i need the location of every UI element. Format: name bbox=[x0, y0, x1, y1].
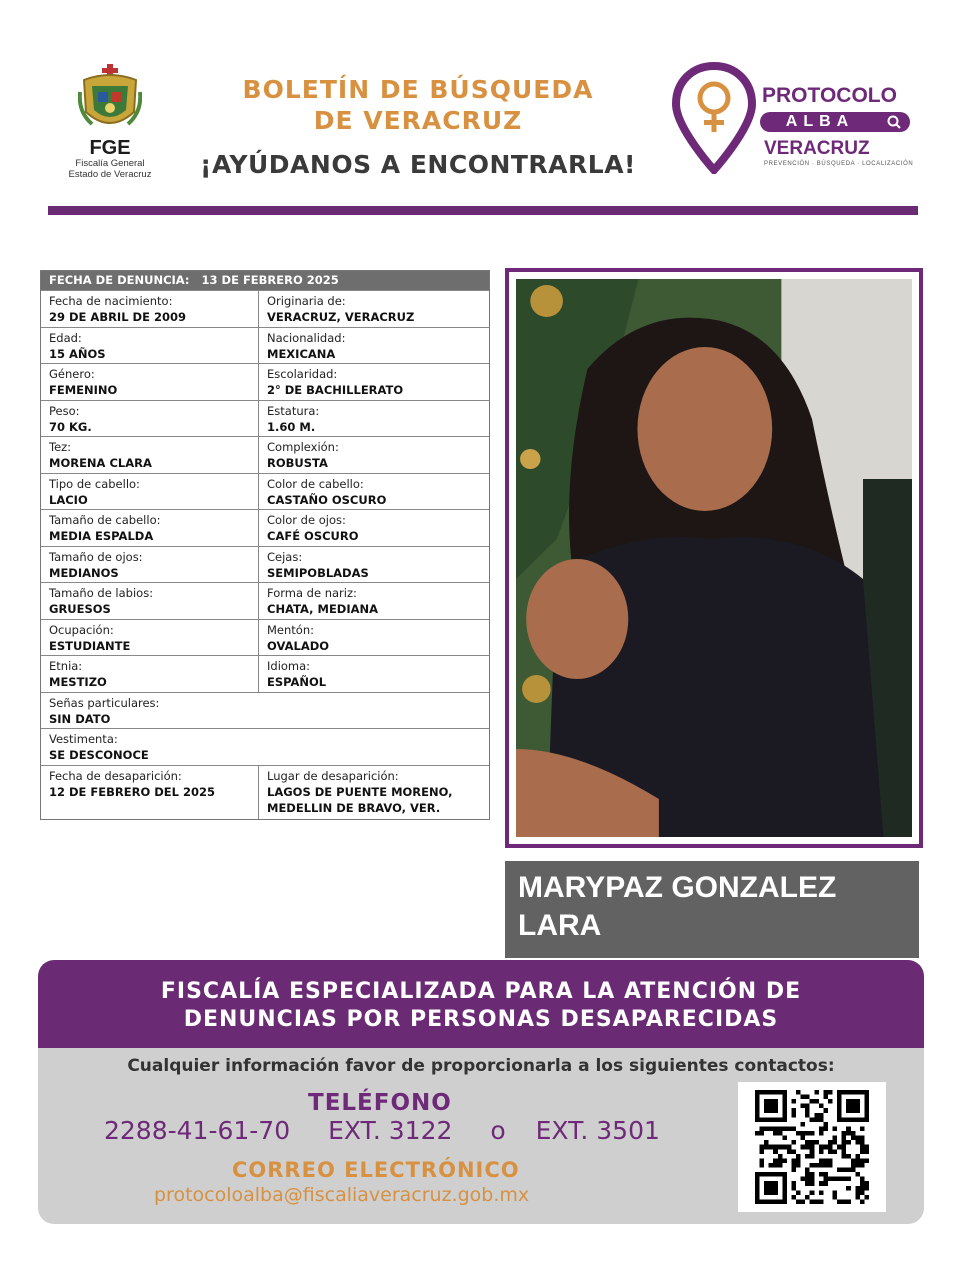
field-value: 2° DE BACHILLERATO bbox=[267, 383, 404, 397]
field-label: Mentón: bbox=[267, 622, 314, 637]
field-label: Ocupación: bbox=[49, 622, 114, 637]
field-label: Tamaño de ojos: bbox=[49, 549, 143, 564]
field-value: SEMIPOBLADAS bbox=[267, 565, 369, 580]
qr-code-icon bbox=[752, 1090, 872, 1204]
field-value: ESPAÑOL bbox=[267, 675, 327, 689]
field-value: 1.60 M. bbox=[267, 419, 316, 434]
phone-line bbox=[104, 1116, 690, 1145]
field-value: OVALADO bbox=[267, 638, 330, 653]
field-value: MEDIANOS bbox=[49, 565, 119, 580]
table-row bbox=[41, 436, 489, 473]
field-label: Escolaridad: bbox=[267, 367, 338, 381]
field-label: Complexión: bbox=[267, 440, 339, 454]
fge-full-name-line1: Fiscalía General bbox=[75, 158, 145, 169]
phone-label: TELÉFONO bbox=[308, 1090, 452, 1116]
protocolo-alba-logo bbox=[672, 62, 922, 177]
email-label: CORREO ELECTRÓNICO bbox=[232, 1158, 520, 1182]
missing-person-name-line2: LARA bbox=[518, 909, 602, 942]
vestimenta-label: Vestimenta: bbox=[49, 732, 118, 746]
report-date-header bbox=[41, 271, 489, 290]
bulletin-title-line2: DE VERACRUZ bbox=[313, 106, 523, 135]
table-row bbox=[41, 655, 489, 692]
fiscalia-band bbox=[38, 960, 924, 1048]
field-label: Forma de nariz: bbox=[267, 586, 357, 600]
field-value: CAFÉ OSCURO bbox=[267, 529, 359, 543]
table-row bbox=[41, 400, 489, 437]
field-value: 70 KG. bbox=[49, 419, 92, 434]
field-label: Tamaño de labios: bbox=[49, 586, 154, 600]
senas-label: Señas particulares: bbox=[49, 695, 160, 710]
field-label: Peso: bbox=[49, 403, 80, 418]
search-icon bbox=[886, 114, 902, 130]
vestimenta-value: SE DESCONOCE bbox=[49, 748, 149, 762]
contact-footer bbox=[38, 960, 924, 1224]
field-value: MESTIZO bbox=[49, 675, 107, 689]
field-label: Tez: bbox=[49, 440, 72, 454]
field-label: Tamaño de cabello: bbox=[49, 513, 161, 527]
field-value: ESTUDIANTE bbox=[49, 638, 131, 653]
disappearance-date-label: Fecha de desaparición: bbox=[49, 768, 182, 783]
field-label: Color de ojos: bbox=[267, 513, 346, 527]
alba-pill bbox=[760, 112, 910, 132]
disappearance-place-label: Lugar de desaparición: bbox=[267, 768, 399, 783]
table-row bbox=[41, 290, 489, 327]
table-row bbox=[41, 363, 489, 400]
phone-ext1: EXT. 3122 bbox=[328, 1116, 453, 1145]
field-label: Idioma: bbox=[267, 659, 311, 673]
field-value: 15 AÑOS bbox=[49, 346, 106, 361]
disappearance-date-value: 12 DE FEBRERO DEL 2025 bbox=[49, 784, 215, 799]
missing-person-name-box bbox=[505, 861, 919, 958]
field-value: LACIO bbox=[49, 492, 88, 507]
alba-tagline: PREVENCIÓN · BÚSQUEDA · LOCALIZACIÓN bbox=[764, 161, 914, 167]
senas-value: SIN DATO bbox=[49, 711, 111, 726]
field-value: GRUESOS bbox=[49, 602, 111, 616]
location-pin-venus-icon bbox=[672, 62, 756, 174]
table-row bbox=[41, 582, 489, 619]
phone-ext2: EXT. 3501 bbox=[535, 1116, 660, 1145]
table-row bbox=[41, 619, 489, 656]
fge-logo bbox=[56, 62, 164, 180]
field-value: VERACRUZ, VERACRUZ bbox=[267, 310, 415, 324]
field-label: Fecha de nacimiento: bbox=[49, 294, 173, 308]
missing-person-photo bbox=[516, 279, 912, 837]
header-divider bbox=[48, 206, 918, 215]
field-label: Edad: bbox=[49, 330, 82, 345]
field-label: Nacionalidad: bbox=[267, 330, 346, 345]
alba-protocolo-word: PROTOCOLO bbox=[762, 84, 897, 107]
fiscalia-line2: DENUNCIAS POR PERSONAS DESAPARECIDAS bbox=[183, 1007, 779, 1032]
table-row bbox=[41, 728, 489, 765]
alba-veracruz-word: VERACRUZ bbox=[764, 138, 870, 159]
field-value: FEMENINO bbox=[49, 383, 118, 397]
table-row bbox=[41, 327, 489, 364]
field-value: MEDIA ESPALDA bbox=[49, 529, 154, 543]
table-row bbox=[41, 509, 489, 546]
field-value: MEXICANA bbox=[267, 346, 336, 361]
table-row bbox=[41, 546, 489, 583]
table-rows bbox=[41, 290, 489, 692]
bulletin-title bbox=[168, 74, 668, 136]
bulletin-title-line1: BOLETÍN DE BÚSQUEDA bbox=[242, 75, 594, 104]
fge-full-name-line2: Estado de Veracruz bbox=[68, 169, 152, 180]
field-label: Cejas: bbox=[267, 549, 303, 564]
phone-number[interactable]: 2288-41-61-70 bbox=[104, 1116, 291, 1145]
table-row bbox=[41, 692, 489, 729]
email-address[interactable]: protocoloalba@fiscaliaveracruz.gob.mx bbox=[154, 1184, 530, 1206]
help-find-her-subtitle: ¡AYÚDANOS A ENCONTRARLA! bbox=[200, 150, 636, 179]
field-value: MORENA CLARA bbox=[49, 456, 152, 470]
field-label: Estatura: bbox=[267, 403, 320, 418]
field-label: Originaria de: bbox=[267, 294, 346, 308]
alba-word: ALBA bbox=[785, 113, 855, 130]
disappearance-place-line2: MEDELLIN DE BRAVO, VER. bbox=[267, 800, 441, 815]
table-row bbox=[41, 765, 489, 819]
field-value: ROBUSTA bbox=[267, 456, 328, 470]
fge-abbr: FGE bbox=[89, 137, 131, 159]
field-label: Color de cabello: bbox=[267, 476, 364, 491]
missing-person-photo-frame bbox=[505, 268, 923, 848]
report-date-label: FECHA DE DENUNCIA: bbox=[49, 273, 190, 287]
field-value: 29 DE ABRIL DE 2009 bbox=[49, 310, 186, 324]
field-label: Género: bbox=[49, 367, 95, 381]
fiscalia-line1: FISCALÍA ESPECIALIZADA PARA LA ATENCIÓN DE bbox=[160, 979, 802, 1004]
contact-intro: Cualquier información favor de proporcionarla a los siguientes contactos: bbox=[127, 1056, 835, 1076]
qr-code[interactable] bbox=[738, 1082, 886, 1212]
missing-person-name-line1: MARYPAZ GONZALEZ bbox=[518, 871, 837, 904]
table-row bbox=[41, 473, 489, 510]
field-label: Etnia: bbox=[49, 659, 83, 673]
field-label: Tipo de cabello: bbox=[49, 476, 140, 491]
field-value: CASTAÑO OSCURO bbox=[267, 492, 387, 507]
report-date-value: 13 DE FEBRERO 2025 bbox=[201, 273, 339, 287]
fge-coat-of-arms-icon bbox=[78, 62, 142, 136]
phone-ext-separator: o bbox=[490, 1116, 506, 1145]
person-data-table bbox=[40, 270, 490, 820]
field-value: CHATA, MEDIANA bbox=[267, 602, 379, 616]
disappearance-place-line1: LAGOS DE PUENTE MORENO, bbox=[267, 784, 453, 799]
